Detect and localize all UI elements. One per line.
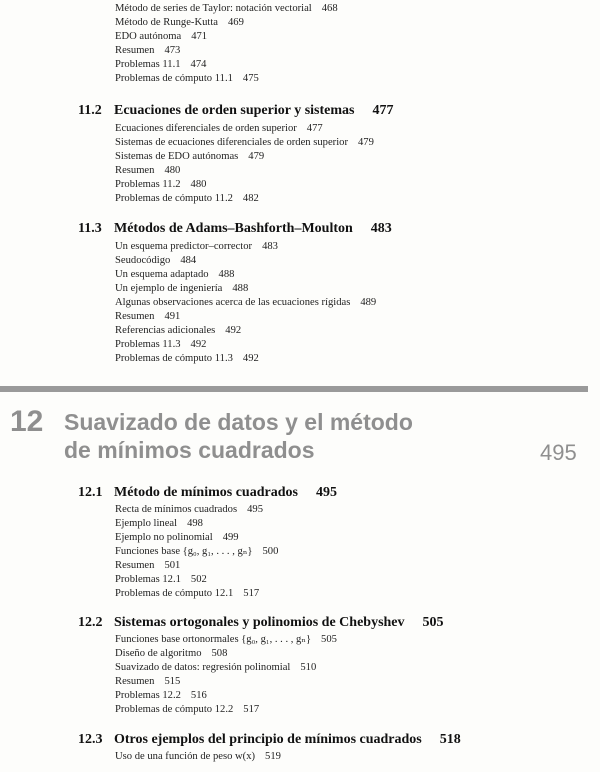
toc-entry: Diseño de algoritmo 508 — [115, 648, 228, 659]
toc-entry: Funciones base ortonormales {g₀, g₁, . . . , gₙ} 505 — [115, 634, 337, 645]
chapter-title-line: Suavizado de datos y el método — [64, 409, 413, 435]
toc-entry: Referencias adicionales 492 — [115, 325, 242, 336]
toc-entry: Funciones base {g₀, g₁, . . . , gₙ} 500 — [115, 546, 279, 557]
toc-entry: Problemas 11.1 474 — [115, 59, 207, 70]
toc-entry: Problemas de cómputo 12.1 517 — [115, 588, 260, 599]
toc-entry: Un ejemplo de ingeniería 488 — [115, 283, 249, 294]
section-heading: 11.3 Métodos de Adams–Bashforth–Moulton 483 — [78, 221, 392, 236]
toc-entry: Uso de una función de peso w(x) 519 — [115, 751, 281, 762]
chapter-title-line: de mínimos cuadrados — [64, 437, 315, 463]
toc-entry: Problemas 12.2 516 — [115, 690, 207, 701]
toc-entry: EDO autónoma 471 — [115, 31, 208, 42]
toc-entry: Problemas 11.3 492 — [115, 339, 207, 350]
chapter-page-number: 495 — [540, 440, 577, 465]
toc-entry: Un esquema adaptado 488 — [115, 269, 235, 280]
toc-entry: Resumen 480 — [115, 165, 181, 176]
section-heading: 11.2 Ecuaciones de orden superior y sistemas 477 — [78, 103, 394, 118]
toc-entry: Método de series de Taylor: notación vectorial 468 — [115, 3, 338, 14]
toc-entry: Sistemas de ecuaciones diferenciales de orden superior 479 — [115, 137, 374, 148]
toc-entry: Problemas de cómputo 11.1 475 — [115, 73, 259, 84]
toc-entry: Resumen 515 — [115, 676, 181, 687]
toc-entry: Ecuaciones diferenciales de orden superior 477 — [115, 123, 323, 134]
toc-entry: Recta de mínimos cuadrados 495 — [115, 504, 263, 515]
toc-entry: Problemas de cómputo 12.2 517 — [115, 704, 260, 715]
toc-entry: Ejemplo no polinomial 499 — [115, 532, 239, 543]
toc-entry: Resumen 501 — [115, 560, 181, 571]
toc-entry: Sistemas de EDO autónomas 479 — [115, 151, 265, 162]
toc-entry: Resumen 491 — [115, 311, 181, 322]
toc-entry: Suavizado de datos: regresión polinomial 510 — [115, 662, 317, 673]
chapter-divider-rule — [0, 386, 588, 392]
toc-entry: Problemas de cómputo 11.2 482 — [115, 193, 259, 204]
section-heading: 12.1 Método de mínimos cuadrados 495 — [78, 485, 337, 500]
toc-entry: Seudocódigo 484 — [115, 255, 197, 266]
toc-entry: Ejemplo lineal 498 — [115, 518, 203, 529]
toc-entry: Resumen 473 — [115, 45, 181, 56]
section-heading: 12.3 Otros ejemplos del principio de mínimos cuadrados 518 — [78, 732, 461, 747]
toc-entry: Un esquema predictor–corrector 483 — [115, 241, 278, 252]
toc-entry: Método de Runge-Kutta 469 — [115, 17, 244, 28]
chapter-title — [64, 408, 484, 464]
toc-entry: Problemas 12.1 502 — [115, 574, 207, 585]
toc-entry: Algunas observaciones acerca de las ecuaciones rígidas 489 — [115, 297, 377, 308]
section-heading: 12.2 Sistemas ortogonales y polinomios de Chebyshev 505 — [78, 615, 444, 630]
toc-entry: Problemas 11.2 480 — [115, 179, 207, 190]
toc-entry: Problemas de cómputo 11.3 492 — [115, 353, 259, 364]
chapter-number: 12 — [10, 405, 44, 438]
